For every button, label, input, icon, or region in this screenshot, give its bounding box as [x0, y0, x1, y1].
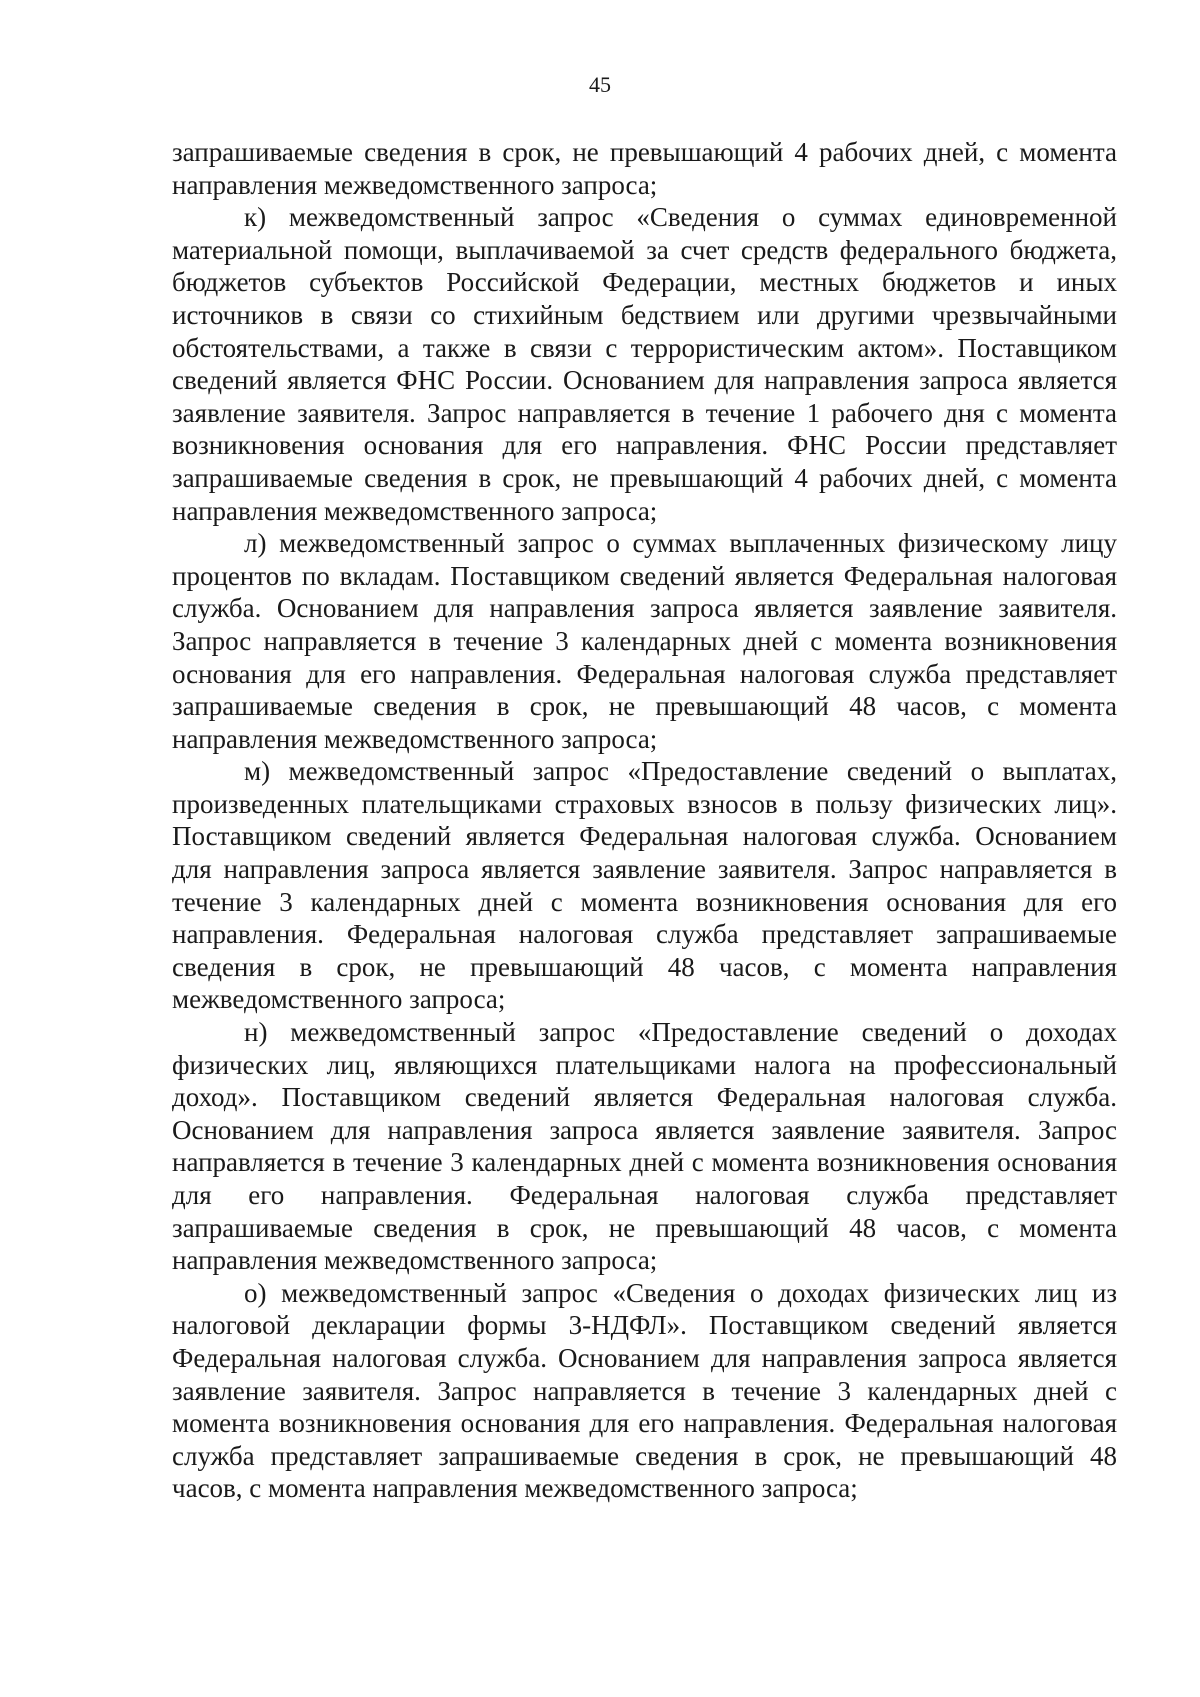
- paragraph-item-l: л) межведомственный запрос о суммах выплаченных физическому лицу процентов по вкладам. Поставщиком сведений является Федеральная налоговая служба. Основанием для направления запроса является заявление заявителя. Запрос направляется в течение 3 календарных дней с момента возникновения основания для его направления. Федеральная налоговая служба представляет запрашиваемые сведения в срок, не превышающий 48 часов, с момента направления межведомственного запроса;: [172, 528, 1117, 754]
- page-number: 45: [589, 72, 611, 97]
- paragraph-item-m: м) межведомственный запрос «Предоставление сведений о выплатах, произведенных плательщиками страховых взносов в пользу физических лиц». Поставщиком сведений является Федеральная налоговая служба. Основанием для направления запроса является заявление заявителя. Запрос направляется в течение 3 календарных дней с момента возникновения основания для его направления. Федеральная налоговая служба представляет запрашиваемые сведения в срок, не превышающий 48 часов, с момента направления межведомственного запроса;: [172, 756, 1117, 1015]
- paragraph-item-k: к) межведомственный запрос «Сведения о суммах единовременной материальной помощи, выплачиваемой за счет средств федерального бюджета, бюджетов субъектов Российской Федерации, местных бюджетов и иных источников в связи со стихийным бедствием или другими чрезвычайными обстоятельствами, а также в связи с террористическим актом». Поставщиком сведений является ФНС России. Основанием для направления запроса является заявление заявителя. Запрос направляется в течение 1 рабочего дня с момента возникновения основания для его направления. ФНС России представляет запрашиваемые сведения в срок, не превышающий 4 рабочих дней, с момента направления межведомственного запроса;: [172, 202, 1117, 526]
- document-body: [172, 136, 1117, 1505]
- paragraph-item-o: о) межведомственный запрос «Сведения о доходах физических лиц из налоговой декларации формы 3-НДФЛ». Поставщиком сведений является Федеральная налоговая служба. Основанием для направления запроса является заявление заявителя. Запрос направляется в течение 3 календарных дней с момента возникновения основания для его направления. Федеральная налоговая служба представляет запрашиваемые сведения в срок, не превышающий 48 часов, с момента направления межведомственного запроса;: [172, 1277, 1117, 1504]
- paragraph-item-n: н) межведомственный запрос «Предоставление сведений о доходах физических лиц, являющихся плательщиками налога на профессиональный доход». Поставщиком сведений является Федеральная налоговая служба. Основанием для направления запроса является заявление заявителя. Запрос направляется в течение 3 календарных дней с момента возникновения основания для его направления. Федеральная налоговая служба представляет запрашиваемые сведения в срок, не превышающий 48 часов, с момента направления межведомственного запроса;: [172, 1017, 1117, 1276]
- paragraph-continuation: запрашиваемые сведения в срок, не превышающий 4 рабочих дней, с момента направления межведомственного запроса;: [172, 137, 1117, 200]
